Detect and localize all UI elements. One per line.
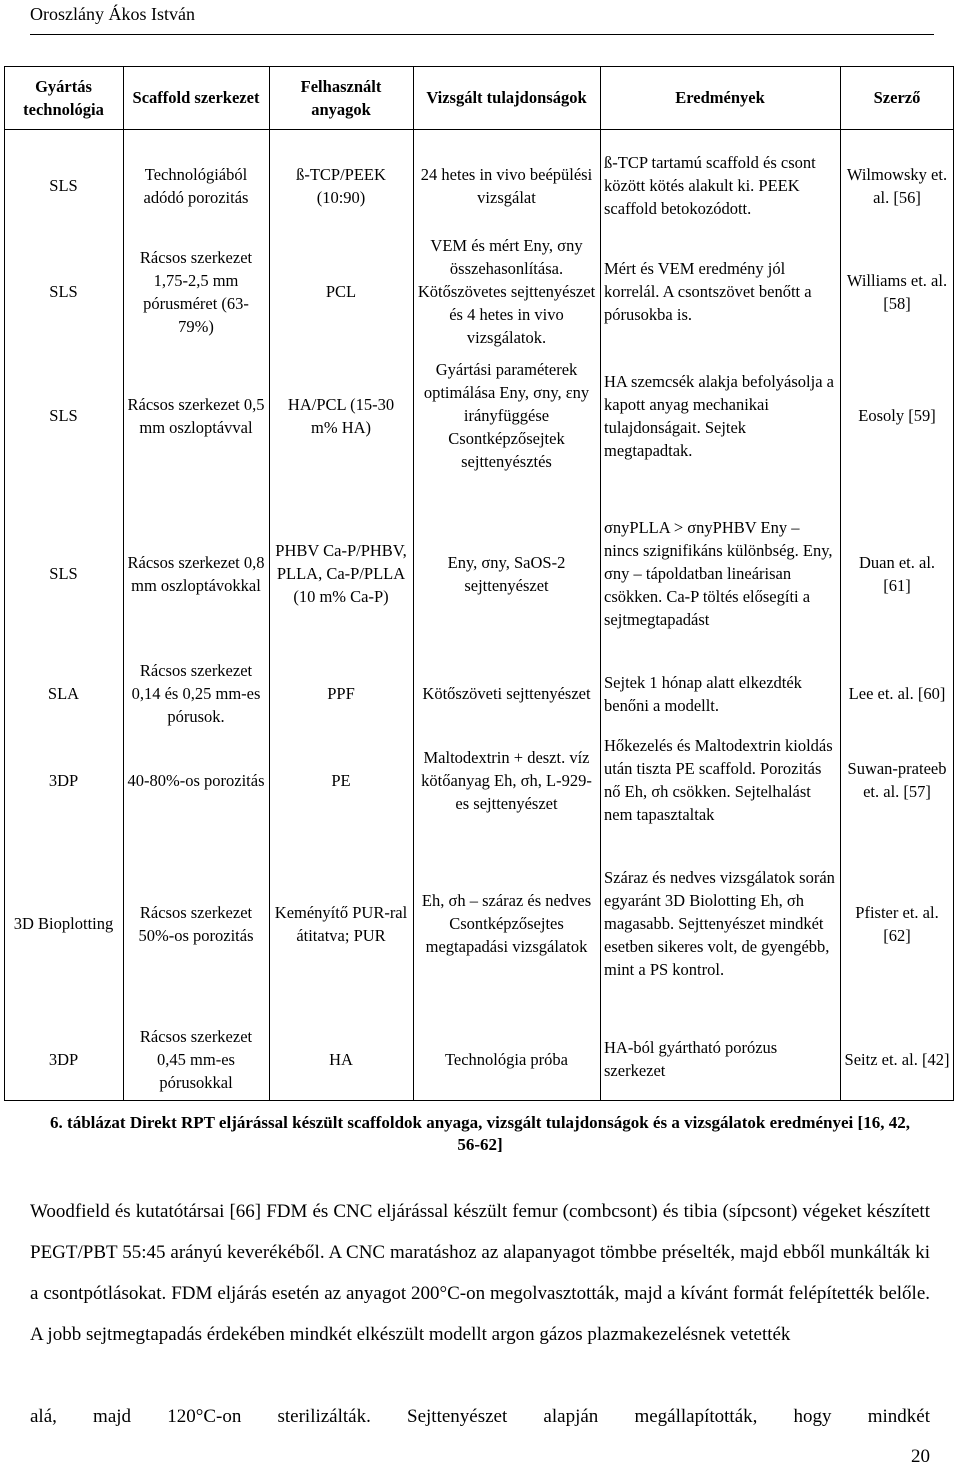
table-header-cell: Gyártás technológia [23, 76, 104, 119]
table-column-rule [4, 66, 5, 1101]
table-cell: Seitz et. al. [42] [844, 1049, 950, 1069]
table-cell: Lee et. al. [60] [848, 684, 946, 703]
table-cell: Gyártási paraméterek optimálása Eny, σny, εny irányfüggése Csontképzősejtek sejttenyésztés [423, 360, 590, 471]
table-cell: VEM és mért Eny, σny összehasonlítása. Kötőszövetes sejttenyészet és 4 hetes in vivo vizsgálatok. [417, 236, 596, 347]
table-cell: 40-80%-os porozitás [127, 770, 265, 790]
header-author: Oroszlány Ákos István [30, 4, 195, 24]
table-rule [4, 66, 954, 67]
table-header-cell: Szerző [873, 88, 921, 107]
table-header-cell: Scaffold szerkezet [132, 88, 260, 107]
table-cell: HA-ból gyártható porózus szerkezet [604, 1038, 778, 1080]
table-cell: HA/PCL (15-30 m% HA) [287, 394, 395, 437]
table-cell: 24 hetes in vivo beépülési vizsgálat [420, 164, 593, 207]
table-column-rule [269, 66, 270, 1101]
table-cell: 3DP [48, 770, 79, 790]
results-table [4, 66, 954, 1101]
table-header-cell: Vizsgált tulajdonságok [426, 88, 587, 107]
table-cell: Keményítő PUR-ral átitatva; PUR [274, 902, 408, 945]
table-cell: HA szemcsék alakja befolyásolja a kapott anyag mechanikai tulajdonságait. Sejtek megtapadtak. [604, 371, 834, 460]
table-cell: Mért és VEM eredmény jól korrelál. A csontszövet benőtt a pórusokba is. [604, 259, 812, 324]
table-cell: Kötőszöveti sejttenyészet [422, 684, 591, 703]
table-cell: Rácsos szerkezet 50%-os porozitás [138, 902, 254, 945]
table-cell: σnyPLLA > σnyPHBV Eny – nincs szignifikáns különbség. Eny, σny – tápoldatban lineárisan csökken. Ca-P töltés elősegíti a sejtmegtapadást [604, 518, 833, 629]
table-caption: 6. táblázat Direkt RPT eljárással készült scaffoldok anyaga, vizsgált tulajdonságok és a vizsgálatok eredményei [16, 42, 56-62] [50, 1113, 910, 1154]
table-cell: Eny, σny, SaOS-2 sejttenyészet [447, 552, 566, 595]
table-cell: HA [329, 1049, 353, 1069]
table-rule [4, 129, 954, 130]
table-cell: Rácsos szerkezet 1,75-2,5 mm pórusméret (63-79%) [139, 247, 253, 336]
table-cell: Pfister et. al. [62] [855, 902, 939, 945]
table-cell: Suwan-prateeb et. al. [57] [847, 759, 947, 801]
table-cell: PE [331, 770, 351, 790]
table-cell: SLS [49, 406, 78, 425]
table-cell: Technológia próba [444, 1049, 568, 1069]
body-paragraph: Woodfield és kutatótársai [66] FDM és CNC eljárással készült femur (combcsont) és tibia (sípcsont) végeket készített PEGT/PBT 55:45 arányú keverékéből. A CNC maratáshoz az alapanyagot tömbbe préselték, majd ebből munkálták ki a csontpótlásokat. FDM eljárás esetén az anyagot 200°C-on megolvasztották, majd a kívánt formát felépítették belőle. A jobb sejtmegtapadás érdekében mindkét elkészült modellt argon gázos plazmakezelésnek vetették [30, 1201, 930, 1345]
table-cell: Technológiából adódó porozitás [143, 164, 249, 207]
table-cell: Eosoly [59] [858, 406, 936, 425]
table-column-rule [600, 66, 601, 1101]
table-cell: Sejtek 1 hónap alatt elkezdték benőni a modellt. [604, 672, 802, 715]
table-cell: Rácsos szerkezet 0,8 mm oszloptávokkal [127, 552, 265, 595]
table-column-rule [840, 66, 841, 1101]
table-cell: SLS [49, 564, 78, 583]
table-cell: Hőkezelés és Maltodextrin kioldás után tiszta PE scaffold. Porozitás nő Eh, σh csökken. Sejtelhalást nem tapasztaltak [604, 736, 833, 824]
table-cell: Száraz és nedves vizsgálatok során egyaránt 3D Biolotting Eh, σh magasabb. Sejttenyészet mindkét esetben sikeres volt, de gyengébb, mint a PS kontrol. [604, 868, 835, 979]
table-cell: 3D Bioplotting [13, 914, 114, 933]
table-cell: Maltodextrin + deszt. víz kötőanyag Eh, σh, L-929-es sejttenyészet [421, 747, 592, 813]
table-cell: SLA [47, 684, 80, 703]
table-cell: PCL [325, 282, 357, 301]
table-cell: PPF [327, 684, 355, 703]
table-cell: 3DP [48, 1049, 79, 1069]
page-number: 20 [911, 1446, 930, 1467]
table-rule [4, 1100, 954, 1101]
page-header [30, 0, 934, 35]
table-header-cell: Felhasznált anyagok [300, 76, 382, 119]
table-cell: PHBV Ca-P/PHBV, PLLA, Ca-P/PLLA (10 m% Ca-P) [275, 541, 407, 606]
table-cell: Rácsos szerkezet 0,14 és 0,25 mm-es pórusok. [131, 661, 261, 726]
table-header-cell: Eredmények [675, 88, 765, 107]
table-cell: Wilmowsky et. al. [56] [846, 164, 948, 207]
table-cell: Rácsos szerkezet 0,5 mm oszloptávval [127, 394, 265, 437]
table-column-rule [123, 66, 124, 1101]
table-cell: Duan et. al. [61] [858, 552, 936, 595]
table-column-rule [413, 66, 414, 1101]
table-cell: Eh, σh – száraz és nedves Csontképzősejtes megtapadási vizsgálatok [421, 891, 592, 956]
table-cell: SLS [49, 176, 78, 195]
table-cell: ß-TCP tartamú scaffold és csont között kötés alakult ki. PEEK scaffold betokozódott. [604, 153, 816, 218]
table-cell: SLS [49, 282, 78, 301]
table-column-rule [953, 66, 954, 1101]
table-cell: Rácsos szerkezet 0,45 mm-es pórusokkal [139, 1026, 253, 1092]
body-paragraph-last-line: alá, majd 120°C-on sterilizálták. Sejttenyészet alapján megállapították, hogy mindkét [30, 1406, 930, 1427]
table-cell: ß-TCP/PEEK (10:90) [296, 164, 386, 207]
table-cell: Williams et. al. [58] [846, 270, 948, 313]
